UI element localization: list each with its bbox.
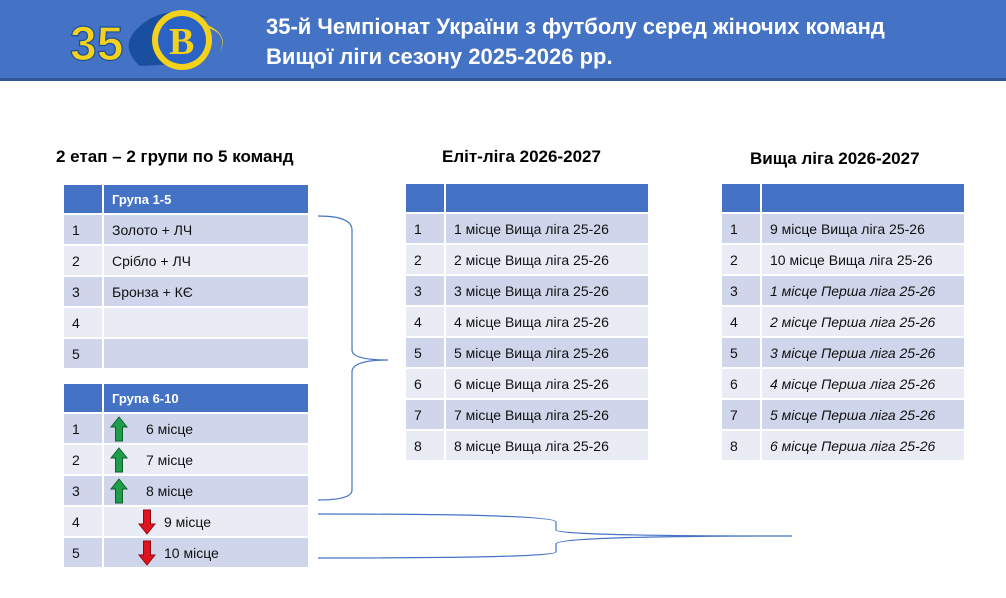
row-num: 4 bbox=[64, 506, 103, 537]
row-label: 7 місце bbox=[146, 452, 194, 468]
row-label: Золото + ЛЧ bbox=[103, 214, 309, 245]
row-label: 2 місце Перша ліга 25-26 bbox=[761, 306, 965, 337]
row-num: 5 bbox=[722, 337, 761, 368]
row-label: 7 місце Вища ліга 25-26 bbox=[445, 399, 649, 430]
row-label: 8 місце Вища ліга 25-26 bbox=[445, 430, 649, 461]
row-num: 2 bbox=[406, 244, 445, 275]
row-label: 2 місце Вища ліга 25-26 bbox=[445, 244, 649, 275]
row-label: 10 місце bbox=[164, 545, 219, 561]
row-num: 7 bbox=[406, 399, 445, 430]
row-num: 5 bbox=[64, 537, 103, 568]
row-num: 4 bbox=[64, 307, 103, 338]
row-label: 9 місце Вища ліга 25-26 bbox=[761, 213, 965, 244]
row-label: 1 місце Перша ліга 25-26 bbox=[761, 275, 965, 306]
row-num: 6 bbox=[722, 368, 761, 399]
row-num: 2 bbox=[64, 245, 103, 276]
row-label: 5 місце Перша ліга 25-26 bbox=[761, 399, 965, 430]
row-num: 3 bbox=[64, 475, 103, 506]
row-num: 4 bbox=[406, 306, 445, 337]
row-label: 3 місце Перша ліга 25-26 bbox=[761, 337, 965, 368]
row-label: Бронза + КЄ bbox=[103, 276, 309, 307]
logo-number: 35 bbox=[70, 18, 124, 71]
row-num: 8 bbox=[406, 430, 445, 461]
elite-title: Еліт-ліга 2026-2027 bbox=[442, 147, 601, 166]
group-1-5-header: Група 1-5 bbox=[103, 185, 309, 214]
row-label: 1 місце Вища ліга 25-26 bbox=[445, 213, 649, 244]
row-label: Срібло + ЛЧ bbox=[103, 245, 309, 276]
row-num: 1 bbox=[722, 213, 761, 244]
higher-title: Вища ліга 2026-2027 bbox=[750, 149, 920, 168]
stage-title: 2 етап – 2 групи по 5 команд bbox=[56, 147, 294, 166]
row-num: 1 bbox=[406, 213, 445, 244]
logo-letter: В bbox=[169, 21, 195, 63]
row-label: 3 місце Вища ліга 25-26 bbox=[445, 275, 649, 306]
row-num: 3 bbox=[64, 276, 103, 307]
row-label: 6 місце Перша ліга 25-26 bbox=[761, 430, 965, 461]
row-num: 8 bbox=[722, 430, 761, 461]
row-num: 6 bbox=[406, 368, 445, 399]
row-label: 10 місце Вища ліга 25-26 bbox=[761, 244, 965, 275]
row-label: 4 місце Перша ліга 25-26 bbox=[761, 368, 965, 399]
row-label: 4 місце Вища ліга 25-26 bbox=[445, 306, 649, 337]
row-num: 4 bbox=[722, 306, 761, 337]
row-num: 2 bbox=[722, 244, 761, 275]
title-line-2: Вищої ліги сезону 2025-2026 рр. bbox=[266, 44, 613, 69]
row-num: 3 bbox=[406, 275, 445, 306]
row-num: 1 bbox=[64, 214, 103, 245]
row-num: 7 bbox=[722, 399, 761, 430]
row-num: 1 bbox=[64, 413, 103, 444]
row-label: 6 місце Вища ліга 25-26 bbox=[445, 368, 649, 399]
row-num: 5 bbox=[64, 338, 103, 369]
row-num: 3 bbox=[722, 275, 761, 306]
group-6-10-header: Група 6-10 bbox=[103, 384, 309, 413]
elite-brace bbox=[318, 216, 388, 500]
higher-brace bbox=[318, 514, 792, 558]
row-label: 6 місце bbox=[146, 421, 194, 437]
row-label: 5 місце Вища ліга 25-26 bbox=[445, 337, 649, 368]
row-label: 8 місце bbox=[146, 483, 194, 499]
row-label: 9 місце bbox=[164, 514, 212, 530]
row-num: 2 bbox=[64, 444, 103, 475]
row-num: 5 bbox=[406, 337, 445, 368]
title-line-1: 35-й Чемпіонат України з футболу серед жіночих команд bbox=[266, 14, 885, 39]
